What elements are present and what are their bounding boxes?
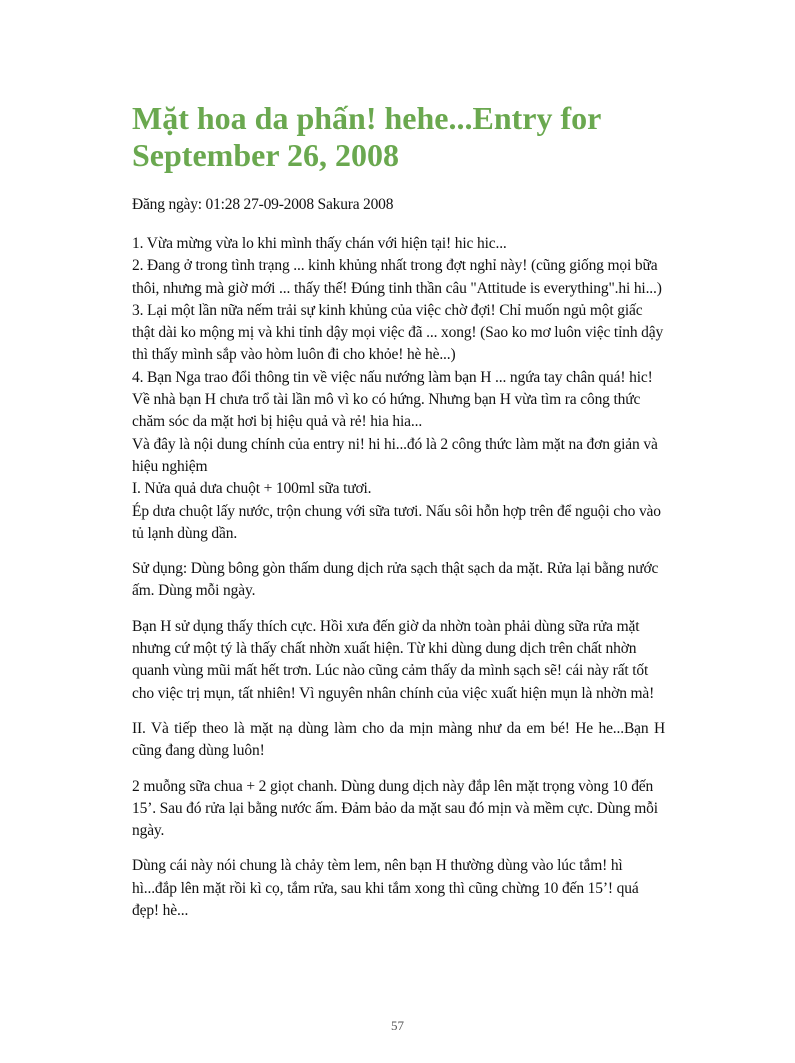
numbered-notes-block [132,233,665,545]
recipe-1-steps: Ép dưa chuột lấy nước, trộn chung với sữa tươi. Nấu sôi hỗn hợp trên để nguội cho vào tủ lạnh dùng dần. [132,502,661,542]
recipe-2-heading: II. Và tiếp theo là mặt nạ dùng làm cho da mịn màng như da em bé! He he...Bạn H cũng đang dùng luôn! [132,719,665,760]
experience-paragraph: Bạn H sử dụng thấy thích cực. Hồi xưa đến giờ da nhờn toàn phải dùng sữa rửa mặt nhưng cứ một tý là thấy chất nhờn xuất hiện. Từ khi dùng dung dịch trên chất nhờn quanh vùng mũi mất hết trơn. Lúc nào cũng cảm thấy da mình sạch sẽ! cái này rất tốt cho việc trị mụn, tất nhiên! Vì nguyên nhân chính của việc xuất hiện mụn là nhờn mà! [132,617,655,702]
note-item-2: 2. Đang ở trong tình trạng ... kinh khủng nhất trong đợt nghỉ này! (cũng giống mọi bữa thôi, nhưng mà giờ mới ... thấy thế! Đúng tinh thần câu "Attitude is everything".hi hi...) [132,257,662,297]
intro-line: Và đây là nội dung chính của entry ni! hi hi...đó là 2 công thức làm mặt na đơn giản và hiệu nghiệm [132,435,658,475]
usage-paragraph: Sử dụng: Dùng bông gòn thấm dung dịch rửa sạch thật sạch da mặt. Rửa lại bằng nước ấm. Dùng mỗi ngày. [132,560,659,600]
recipe-1-heading: I. Nửa quả dưa chuột + 100ml sữa tươi. [132,480,372,498]
post-date-line: Đăng ngày: 01:28 27-09-2008 Sakura 2008 [132,196,394,213]
note-item-1: 1. Vừa mừng vừa lo khi mình thấy chán với hiện tại! hic hic... [132,235,507,252]
note-item-3: 3. Lại một lần nữa nếm trải sự kinh khủng của việc chờ đợi! Chỉ muốn ngủ một giấc thật dài ko mộng mị và khi tỉnh dậy mọi việc đã ... xong! (Sao ko mơ luôn việc tỉnh dậy thì thấy mình sắp vào hòm luôn đi cho khỏe! hè hè...) [132,301,664,364]
closing-paragraph: Dùng cái này nói chung là chảy tèm lem, nên bạn H thường dùng vào lúc tắm! hì hì...đắp lên mặt rồi kì cọ, tắm rửa, sau khi tắm xong thì cũng chừng 10 đến 15’! quá đẹp! hè... [132,857,639,920]
recipe-2-steps: 2 muỗng sữa chua + 2 giọt chanh. Dùng dung dịch này đắp lên mặt trọng vòng 10 đến 15’. Sau đó rửa lại bằng nước ấm. Đảm bảo da mặt sau đó mịn và mềm cực. Dùng mỗi ngày. [132,777,658,840]
note-item-4: 4. Bạn Nga trao đổi thông tin về việc nấu nướng làm bạn H ... ngứa tay chân quá! hic! Về nhà bạn H chưa trổ tài lần mô vì ko có hứng. Nhưng bạn H vừa tìm ra công thức chăm sóc da mặt hơi bị hiệu quả và rẻ! hia hia... [132,368,653,431]
document-page [132,100,665,935]
entry-title: Mặt hoa da phấn! hehe...Entry for September 26, 2008 [132,100,601,173]
page-number: 57 [391,1018,404,1033]
